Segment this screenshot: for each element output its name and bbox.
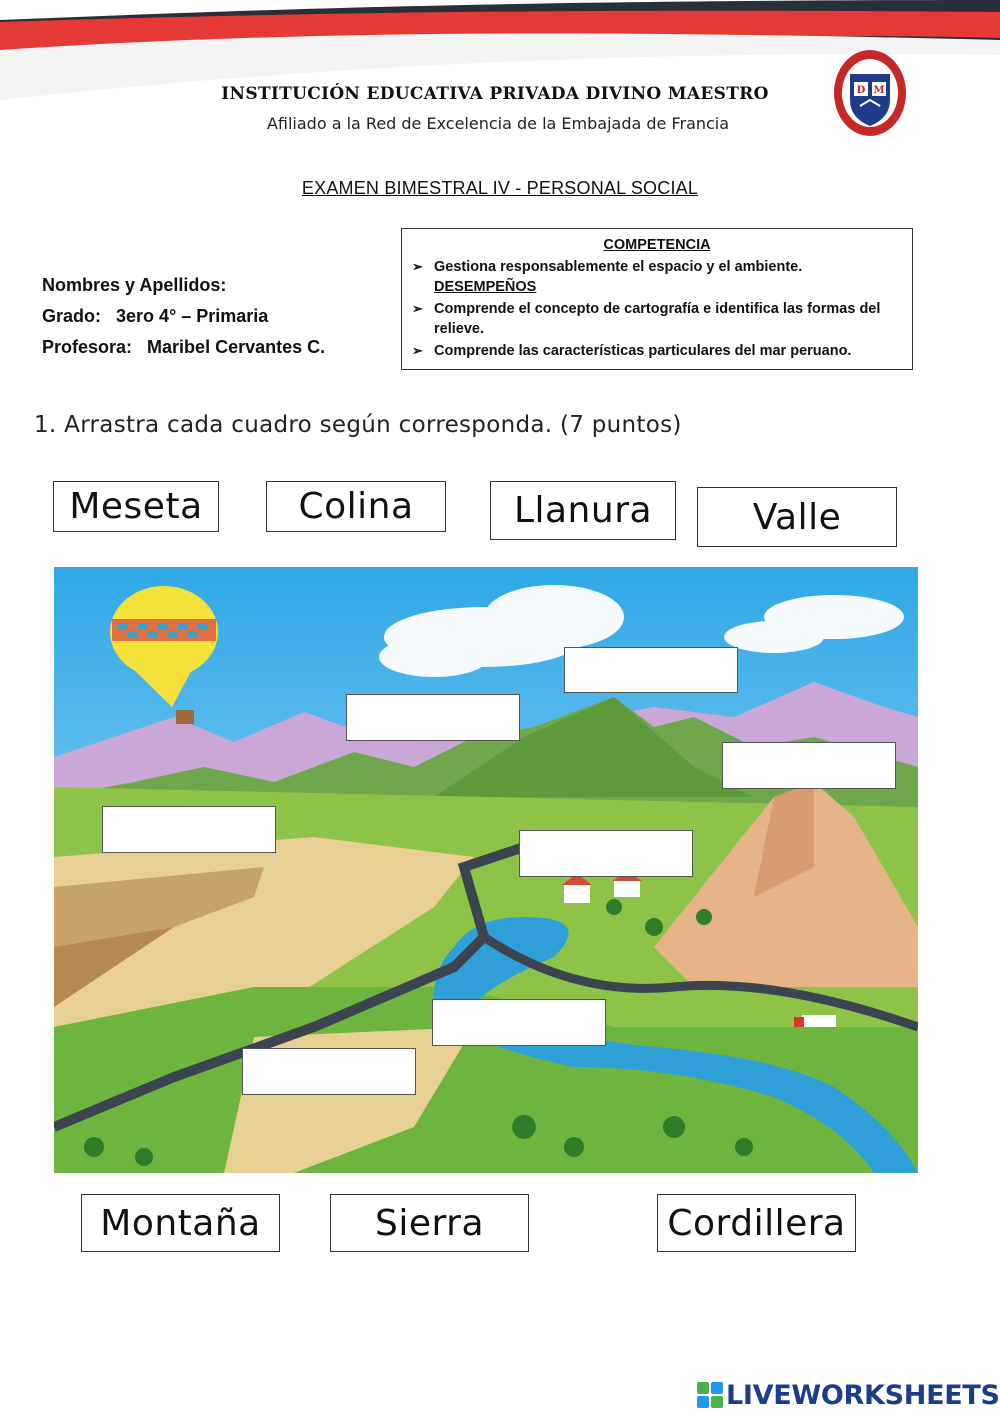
school-affiliation: Afiliado a la Red de Excelencia de la Embajada de Francia [266,114,730,133]
school-crest-icon [832,48,908,138]
drop-zone-1[interactable] [564,647,738,693]
word-card-valle[interactable]: Valle [697,487,897,547]
liveworksheets-logo-icon [697,1382,723,1408]
competencia-box [401,228,913,370]
relief-landscape-illustration [54,567,918,1173]
desempenos-heading: DESEMPEÑOS [434,279,537,295]
svg-text:M: M [873,85,885,96]
drop-zone-7[interactable] [242,1048,416,1095]
word-card-llanura[interactable]: Llanura [490,481,676,540]
teacher-value: Maribel Cervantes C. [147,337,326,357]
drop-zone-5[interactable] [519,830,693,877]
drop-zone-3[interactable] [722,742,896,789]
word-card-sierra[interactable]: Sierra [330,1194,529,1252]
grade-label: Grado: [42,306,102,326]
svg-text:D: D [856,85,866,96]
drop-zone-6[interactable] [432,999,606,1046]
grade-value: 3ero 4° – Primaria [116,306,269,326]
name-label: Nombres y Apellidos: [42,275,227,295]
student-info [42,270,325,363]
question-prompt: 1. Arrastra cada cuadro según corresponda. (7 puntos) [34,412,682,438]
desempeno-item: ➢ Comprende el concepto de cartografía e identifica las formas del relieve. [412,301,881,337]
arrow-bullet-icon: ➢ [412,343,423,358]
drop-zone-2[interactable] [346,694,520,741]
competencia-heading: COMPETENCIA [603,237,711,253]
competencia-item: ➢ Gestiona responsablemente el espacio y el ambiente. [412,259,803,275]
desempeno-item: ➢ Comprende las características particulares del mar peruano. [412,343,852,359]
word-card-cordillera[interactable]: Cordillera [657,1194,856,1252]
word-card-meseta[interactable]: Meseta [53,481,219,532]
arrow-bullet-icon: ➢ [412,259,423,274]
liveworksheets-brand [697,1378,1000,1412]
word-card-colina[interactable]: Colina [266,481,446,532]
word-card-montana[interactable]: Montaña [81,1194,280,1252]
teacher-row [42,332,325,363]
school-name: INSTITUCIÓN EDUCATIVA PRIVADA DIVINO MAESTRO [221,84,769,104]
teacher-label: Profesora: [42,337,133,357]
brand-name: LIVEWORKSHEETS [726,1379,1000,1411]
drop-zone-4[interactable] [102,806,276,853]
exam-title: EXAMEN BIMESTRAL IV - PERSONAL SOCIAL [301,178,699,198]
grade-row [42,301,325,332]
arrow-bullet-icon: ➢ [412,301,423,316]
